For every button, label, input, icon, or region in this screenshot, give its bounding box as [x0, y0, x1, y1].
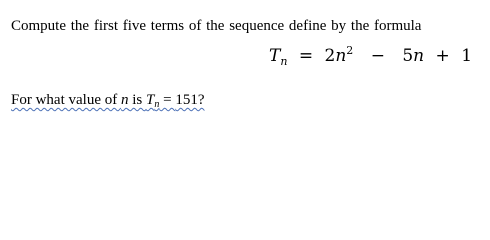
formula-term2-var: n [413, 46, 425, 66]
formula-term1-coef: 2 [324, 46, 336, 66]
formula-term1-var: n [335, 46, 347, 66]
question-equals: = [159, 92, 176, 108]
question-text [11, 92, 204, 110]
question-value: 151? [175, 92, 205, 108]
question-is: is [128, 92, 146, 108]
formula-term1-exp: 2 [346, 44, 354, 57]
formula-plus: + [435, 46, 450, 66]
formula-constant: 1 [461, 46, 473, 66]
question-lhs-var: T [146, 92, 155, 108]
formula-term2-coef: 5 [402, 46, 414, 66]
formula-minus: − [370, 46, 385, 66]
sequence-formula [269, 44, 472, 68]
formula-lhs-var: T [269, 46, 281, 66]
question-var: n [120, 92, 129, 108]
formula-equals: = [298, 46, 314, 66]
problem-statement: Compute the first five terms of the sequence define by the formula [11, 18, 422, 34]
question-lhs-sub: n [154, 99, 160, 110]
formula-lhs-sub: n [280, 55, 288, 68]
question-prefix: For what value of [11, 92, 121, 108]
